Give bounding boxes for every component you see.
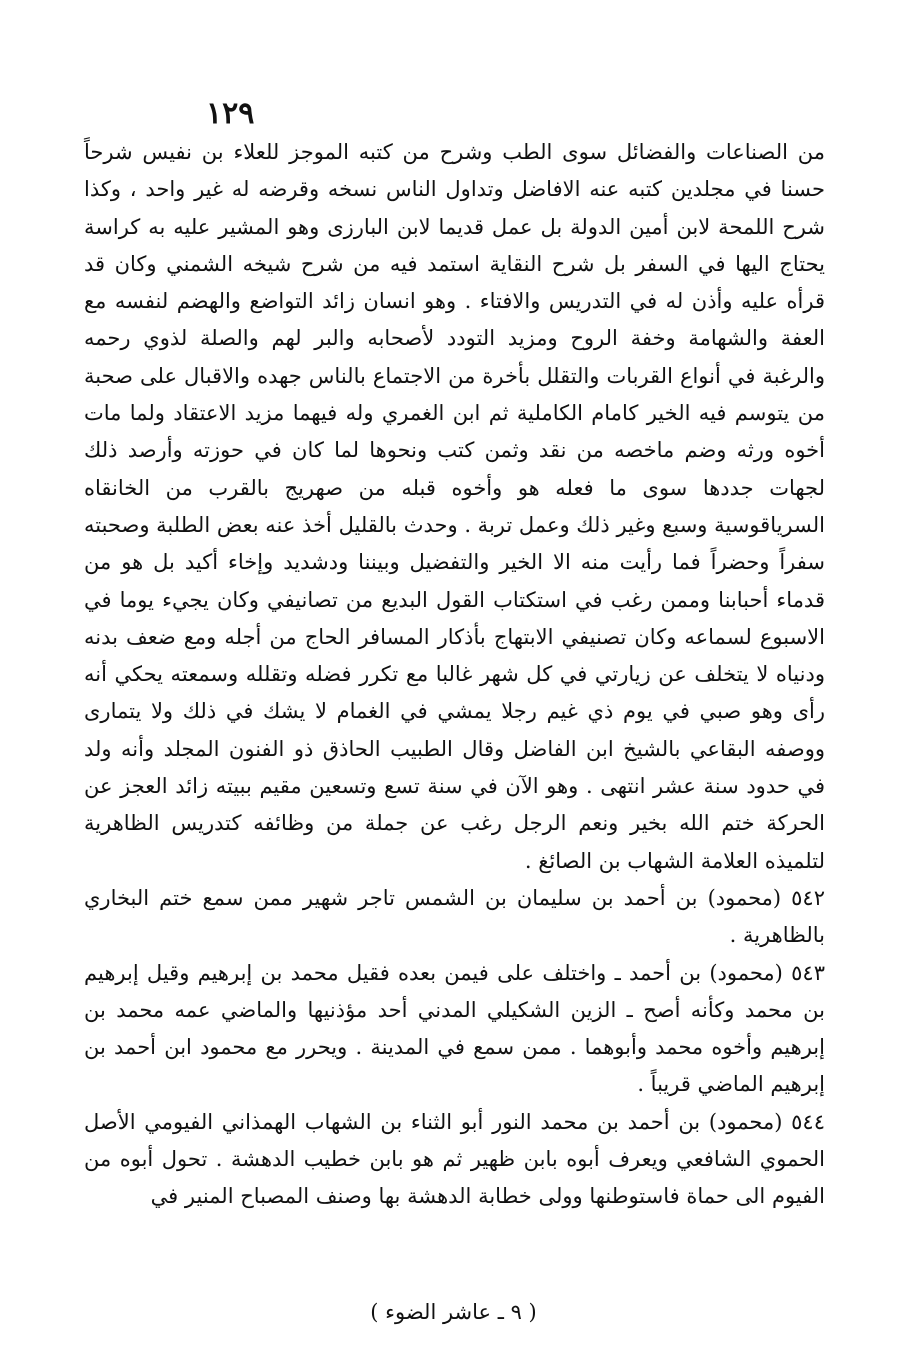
entry-544: ٥٤٤ (محمود) بن أحمد بن محمد النور أبو الثناء بن الشهاب الهمذاني الفيومي الأصل الحموي الشافعي ويعرف أبوه بابن ظهير ثم هو بابن خطيب الدهشة . تحول أبوه من الفيوم الى حماة فاستوطنها وولى خطابة الدهشة بها وصنف المصباح المنير في (84, 1109, 825, 1209)
page-number: ١٢٩ (206, 96, 255, 131)
body-text (84, 134, 825, 1216)
entry-543: ٥٤٣ (محمود) بن أحمد ـ واختلف على فيمن بعده فقيل محمد بن إبرهيم وقيل إبرهيم بن محمد وكأنه أصح ـ الزين الشكيلي المدني أحد مؤذنيها والماضي عمه محمد بن إبرهيم وأخوه محمد وأبوهما . ممن سمع في المدينة . ويحرر مع محمود ابن أحمد بن إبرهيم الماضي قريباً . (84, 960, 825, 1097)
main-paragraph: من الصناعات والفضائل سوى الطب وشرح من كتبه الموجز للعلاء بن نفيس شرحاً حسنا في مجلدين كتبه عنه الافاضل وتداول الناس نسخه وقرضه له غير واحد ، وكذا شرح اللمحة لابن أمين الدولة بل عمل قديما لابن البارزى وهو المشير عليه به كراسة يحتاج اليها في السفر بل شرح النقاية استمد فيه من شرح شيخه الشمني وكان قد قرأه عليه وأذن له في التدريس والافتاء . وهو انسان زائد التواضع والهضم لنفسه مع العفة والشهامة وخفة الروح ومزيد التودد لأصحابه والبر لهم والصلة لذوي رحمه والرغبة في أنواع القربات والتقلل بأخرة من الاجتماع بالناس جهده والاقبال على صحبة من يتوسم فيه الخير كامام الكاملية ثم ابن الغمري وله فيهما مزيد الاعتقاد ولما مات أخوه ورثه وضم ماخصه من نقد وثمن كتب ونحوها لما كان في حوزته وأرصد ذلك لجهات جددها سوى ما فعله هو وأخوه قبله من صهريج بالقرب من الخانقاه السرياقوسية وسبع وغير ذلك وعمل تربة . وحدث بالقليل أخذ عنه بعض الطلبة وصحبته سفراً وحضراً فما رأيت منه الا الخير والتفضيل وبيننا ودشديد وإخاء أكيد بل هو من قدماء أحبابنا وممن رغب في استكتاب القول البديع من تصانيفي وكان يجيء يوما في الاسبوع لسماعه وكان تصنيفي الابتهاج بأذكار المسافر الحاج من أجله ومع ضعف بدنه ودنياه لا يتخلف عن زيارتي في كل شهر غالبا مع تكرر فضله وتقلله وسمعته يحكي أنه رأى وهو صبي في يوم ذي غيم رجلا يمشي في الغمام لا يشك في ذلك ولا يتمارى ووصفه البقاعي بالشيخ ابن الفاضل وقال الطبيب الحاذق ذو الفنون المجلد وأنه ولد في حدود سنة عشر انتهى . وهو الآن في سنة تسع وتسعين مقيم ببيته زائد العجز عن الحركة ختم الله بخير ونعم الرجل رغب عن جملة من وظائفه كتدريس الظاهرية لتلميذه العلامة الشهاب بن الصائغ . (84, 140, 825, 873)
entry-542: ٥٤٢ (محمود) بن أحمد بن سليمان بن الشمس تاجر شهير ممن سمع ختم البخاري بالظاهرية . (84, 885, 825, 948)
signature-mark: ( ٩ ـ عاشر الضوء ) (370, 1300, 537, 1324)
